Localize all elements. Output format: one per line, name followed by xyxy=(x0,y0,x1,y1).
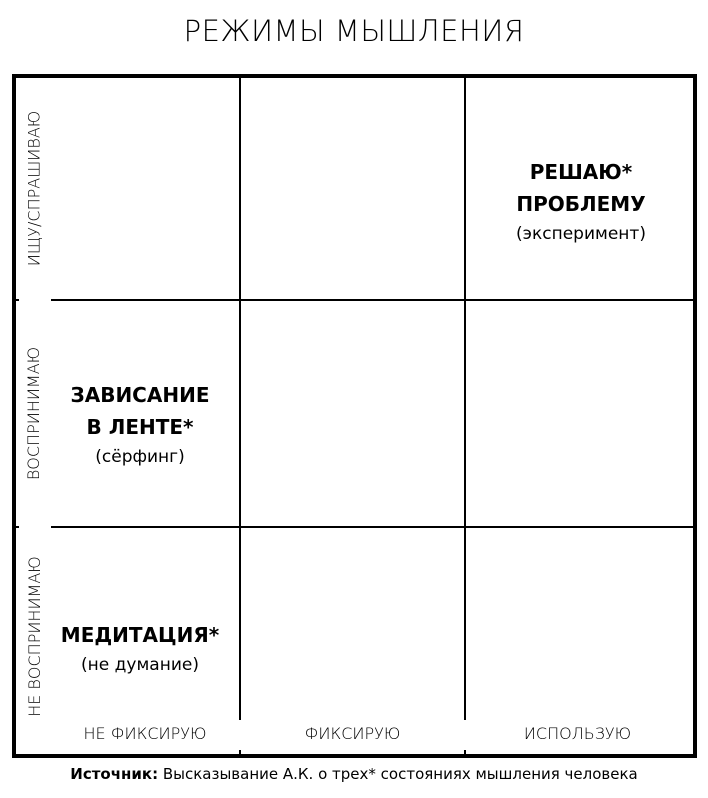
diagram-title: РЕЖИМЫ МЫШЛЕНИЯ xyxy=(183,14,525,48)
cell-heading: ПРОБЛЕМУ xyxy=(516,192,646,216)
cell-meditation xyxy=(40,619,240,679)
y-axis-label xyxy=(16,78,52,299)
grid-divider-horizontal xyxy=(51,526,693,528)
x-axis-label: ФИКСИРУЮ xyxy=(304,724,401,743)
cell-heading: ЗАВИСАНИЕ xyxy=(70,383,210,407)
cell-subtitle: (сёрфинг) xyxy=(95,447,185,467)
y-axis-label-text: ВОСПРИНИМАЮ xyxy=(24,346,44,481)
source-note xyxy=(0,765,708,783)
cell-subtitle: (эксперимент) xyxy=(516,224,646,244)
grid-divider-horizontal xyxy=(51,299,693,301)
x-axis-label: ИСПОЛЬЗУЮ xyxy=(523,724,632,743)
cell-heading: РЕШАЮ* xyxy=(529,160,633,184)
cell-heading: В ЛЕНТЕ* xyxy=(86,415,194,439)
source-label: Источник: xyxy=(70,765,159,783)
source-text: Высказывание А.К. о трех* состояниях мышления человека xyxy=(158,765,638,783)
grid-tick xyxy=(464,750,466,754)
cell-subtitle: (не думание) xyxy=(81,655,199,675)
cell-heading: МЕДИТАЦИЯ* xyxy=(60,623,220,647)
cell-feed-hanging xyxy=(40,379,240,471)
x-axis-label: НЕ ФИКСИРУЮ xyxy=(83,724,207,743)
y-axis-label-text: НЕ ВОСПРИНИМАЮ xyxy=(24,555,44,717)
cell-solve-problem xyxy=(466,156,696,248)
y-axis-label-text: ИЩУ/СПРАШИВАЮ xyxy=(24,110,44,267)
grid-tick xyxy=(239,750,241,754)
